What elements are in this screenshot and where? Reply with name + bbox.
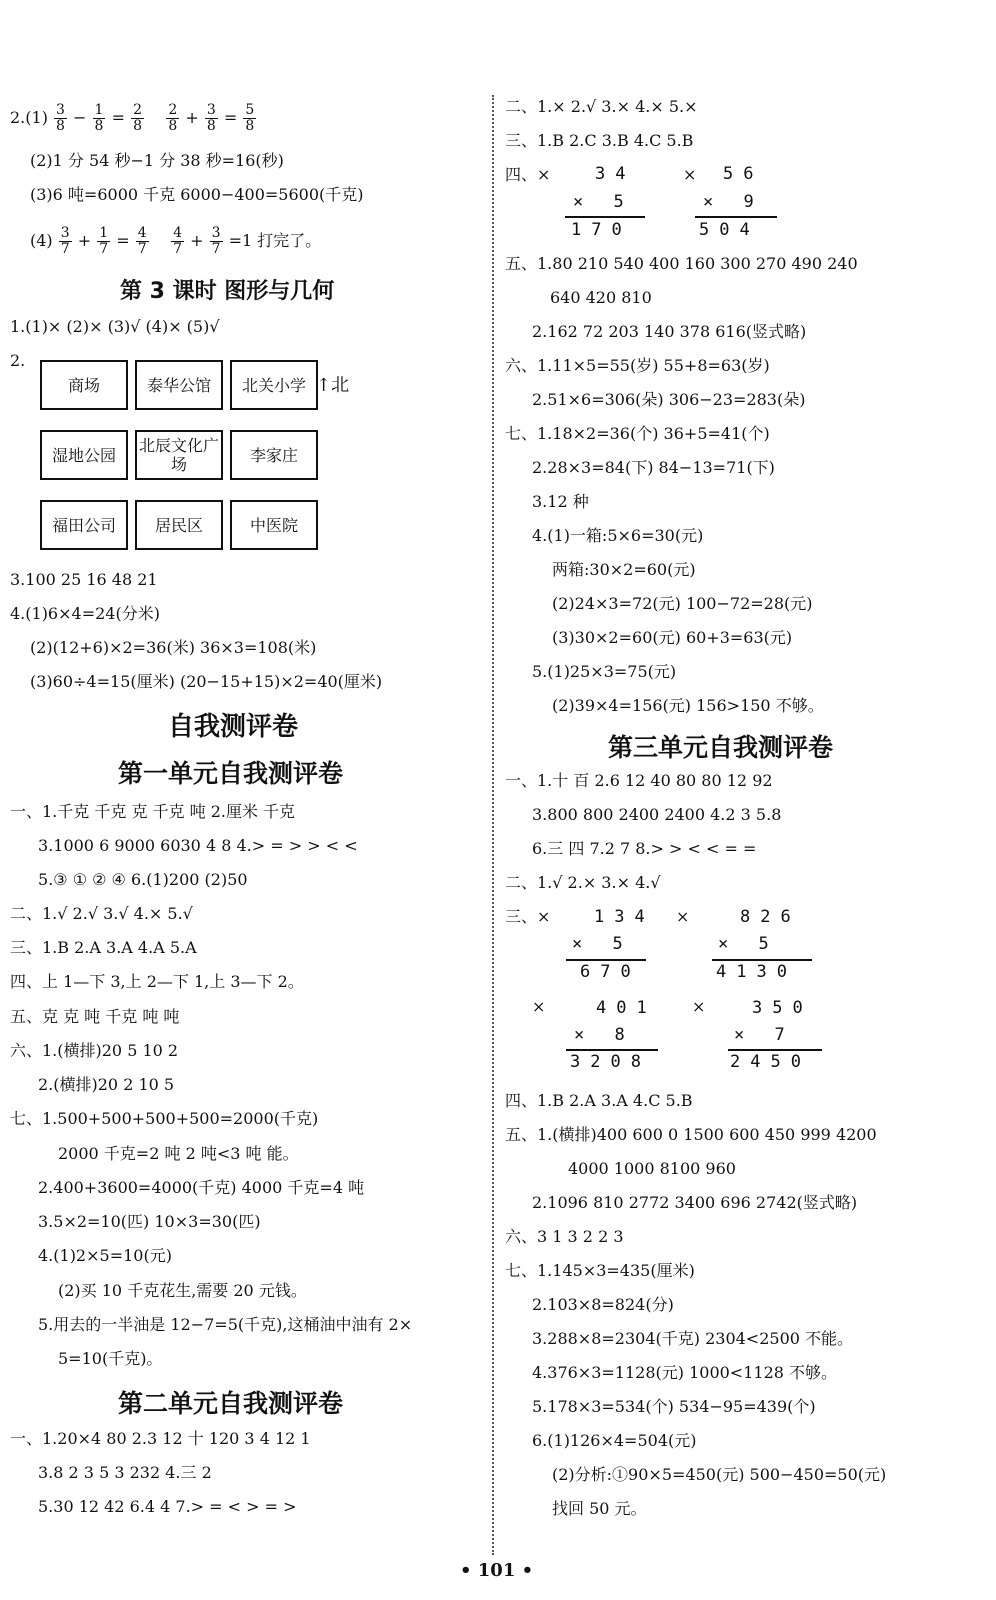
multiplier: × 5	[718, 934, 779, 954]
answer-line: 四、1.B 2.A 3.A 4.C 5.B	[505, 1091, 693, 1110]
product: 170	[571, 220, 632, 240]
answer-line: 2.28×3=84(下) 84−13=71(下)	[532, 458, 775, 477]
multiply-mark: ×	[683, 165, 697, 184]
product: 2450	[730, 1052, 811, 1072]
operator: +	[185, 108, 199, 127]
answer-line: 二、1.√ 2.√ 3.√ 4.× 5.√	[10, 904, 193, 923]
fraction	[131, 103, 144, 134]
answer-line: 2.1096 810 2772 3400 696 2742(竖式略)	[532, 1193, 858, 1212]
answer-line: (3)60÷4=15(厘米) (20−15+15)×2=40(厘米)	[30, 672, 383, 691]
answer-line: 5.用去的一半油是 12−7=5(千克),这桶油中油有 2×	[38, 1315, 413, 1334]
map-cell: 福田公司	[40, 500, 128, 550]
numerator: 3	[206, 102, 216, 118]
map-cell: 商场	[40, 360, 128, 410]
numerator: 4	[173, 225, 182, 241]
numerator: 3	[60, 225, 70, 241]
operator: =	[116, 231, 130, 250]
multiplier: × 5	[572, 934, 633, 954]
answer-line: 五、1.(横排)400 600 0 1500 600 450 999 4200	[505, 1125, 877, 1144]
calc-line	[565, 216, 645, 218]
answer-line: 3.5×2=10(匹) 10×3=30(匹)	[38, 1212, 261, 1231]
answer-line: 3.8 2 3 5 3 232 4.三 2	[38, 1463, 212, 1482]
answer-line: 六、1.(横排)20 5 10 2	[10, 1041, 179, 1060]
answer-line: (3)6 吨=6000 千克 6000−400=5600(千克)	[30, 185, 364, 204]
answer-line: 四、×	[505, 165, 551, 184]
vertical-multiplication	[566, 907, 676, 987]
multiply-mark: ×	[676, 907, 690, 926]
multiplier: × 9	[703, 192, 764, 212]
answer-line: (2)24×3=72(元) 100−72=28(元)	[552, 594, 813, 613]
product: 670	[580, 962, 641, 982]
fraction	[97, 226, 110, 257]
answer-line: 三、1.B 2.C 3.B 4.C 5.B	[505, 131, 694, 150]
answer-line: 一、1.十 百 2.6 12 40 80 80 12 92	[505, 771, 773, 790]
answer-line: 4.(1)一箱:5×6=30(元)	[532, 526, 704, 545]
north-arrow-icon: ↑北	[316, 375, 350, 396]
page-number: • 101 •	[460, 1560, 534, 1581]
answer-line: 6.三 四 7.2 7 8.> > < < = =	[532, 839, 757, 858]
answer-line: 3.288×8=2304(千克) 2304<2500 不能。	[532, 1329, 854, 1348]
answer-line: (3)30×2=60(元) 60+3=63(元)	[552, 628, 793, 647]
answer-line: 4.(1)2×5=10(元)	[38, 1246, 172, 1265]
answer-line: 一、1.20×4 80 2.3 12 十 120 3 4 12 1	[10, 1429, 311, 1448]
answer-line: 二、1.√ 2.× 3.× 4.√	[505, 873, 661, 892]
answer-line: 5.178×3=534(个) 534−95=439(个)	[532, 1397, 816, 1416]
answer-line: (2)买 10 千克花生,需要 20 元钱。	[58, 1281, 307, 1300]
answer-line: 三、1.B 2.A 3.A 4.A 5.A	[10, 938, 197, 957]
answer-line: 3.100 25 16 48 21	[10, 570, 158, 589]
fraction	[171, 226, 184, 257]
map-cell: 中医院	[230, 500, 318, 550]
denominator: 8	[94, 118, 104, 134]
column-divider	[492, 95, 494, 1555]
numerator: 2	[133, 102, 142, 118]
vertical-multiplication	[695, 164, 795, 244]
answer-line: 2.162 72 203 140 378 616(竖式略)	[532, 322, 807, 341]
multiply-mark: ×	[692, 997, 706, 1016]
answer-line: 1.(1)× (2)× (3)√ (4)× (5)√	[10, 317, 220, 336]
answer-line: 2.400+3600=4000(千克) 4000 千克=4 吨	[38, 1178, 365, 1197]
map-cell: 北关小学	[230, 360, 318, 410]
numerator: 1	[94, 102, 104, 118]
numerator: 4	[137, 225, 147, 241]
vertical-multiplication	[712, 907, 832, 987]
calc-line	[728, 1049, 822, 1051]
section-title: 第 3 课时 图形与几何	[120, 279, 335, 304]
map-cell: 李家庄	[230, 430, 318, 480]
answer-line: (2)39×4=156(元) 156>150 不够。	[552, 696, 824, 715]
product: 504	[699, 220, 760, 240]
answer-line: 3.1000 6 9000 6030 4 8 4.> = > > < <	[38, 836, 358, 855]
fraction	[205, 103, 218, 134]
answer-line: 七、1.18×2=36(个) 36+5=41(个)	[505, 424, 770, 443]
answer-line: 640 420 810	[550, 288, 652, 307]
answer-text: 2.(1)	[10, 108, 48, 127]
multiplicand: 34	[595, 164, 636, 184]
map-cell: 泰华公馆	[135, 360, 223, 410]
product: 3208	[570, 1052, 651, 1072]
answer-line: 七、1.500+500+500+500=2000(千克)	[10, 1109, 319, 1128]
multiplicand: 56	[723, 164, 764, 184]
numerator: 5	[245, 102, 255, 118]
fraction	[59, 226, 72, 257]
numerator: 2	[168, 102, 178, 118]
multiplicand: 134	[594, 907, 655, 927]
section-title: 第二单元自我测评卷	[118, 1389, 344, 1418]
map-cell: 居民区	[135, 500, 223, 550]
answer-line: 5.③ ① ② ④ 6.(1)200 (2)50	[38, 870, 248, 889]
multiplicand: 826	[740, 907, 801, 927]
answer-line: 5=10(千克)。	[58, 1349, 163, 1368]
answer-line: (2)(12+6)×2=36(米) 36×3=108(米)	[30, 638, 317, 657]
denominator: 8	[206, 118, 216, 134]
answer-line: 2.	[10, 351, 26, 370]
answer-line: 4.376×3=1128(元) 1000<1128 不够。	[532, 1363, 838, 1382]
answer-line: 六、3 1 3 2 2 3	[505, 1227, 624, 1246]
vertical-multiplication	[565, 164, 665, 244]
answer-line: 3.12 种	[532, 492, 589, 511]
answer-line: (2)1 分 54 秒−1 分 38 秒=16(秒)	[30, 151, 284, 170]
answer-text: (4)	[30, 231, 53, 250]
answer-line: 五、1.80 210 540 400 160 300 270 490 240	[505, 254, 858, 273]
map-cell: 北辰文化广场	[135, 430, 223, 480]
calc-line	[695, 216, 777, 218]
fraction	[243, 103, 256, 134]
multiply-mark: ×	[532, 997, 546, 1016]
answer-line: (2)分析:①90×5=450(元) 500−450=50(元)	[552, 1465, 887, 1484]
answer-line: 两箱:30×2=60(元)	[552, 560, 696, 579]
vertical-multiplication	[566, 998, 676, 1078]
operator: −	[73, 108, 87, 127]
answer-line: 5.(1)25×3=75(元)	[532, 662, 677, 681]
operator: =	[223, 108, 238, 127]
answer-line: 5.30 12 42 6.4 4 7.> = < > = >	[38, 1497, 297, 1516]
multiplier: × 7	[734, 1025, 795, 1045]
answer-line: 4.(1)6×4=24(分米)	[10, 604, 160, 623]
answer-line: 五、克 克 吨 千克 吨 吨	[10, 1007, 180, 1026]
answer-line	[30, 226, 321, 257]
fraction	[136, 226, 149, 257]
vertical-multiplication	[728, 998, 838, 1078]
answer-line: 2.51×6=306(朵) 306−23=283(朵)	[532, 390, 806, 409]
calc-line	[712, 959, 812, 961]
answer-line: 三、×	[505, 907, 551, 926]
denominator: 8	[168, 118, 178, 134]
answer-line: 2.(横排)20 2 10 5	[38, 1075, 175, 1094]
fraction	[210, 226, 223, 257]
answer-line: 3.800 800 2400 2400 4.2 3 5.8	[532, 805, 782, 824]
answer-line: 6.(1)126×4=504(元)	[532, 1431, 697, 1450]
multiplier: × 8	[574, 1025, 635, 1045]
multiplicand: 401	[596, 998, 657, 1018]
answer-line: 4000 1000 8100 960	[568, 1159, 736, 1178]
answer-text: =1 打完了。	[228, 231, 322, 250]
denominator: 8	[245, 118, 255, 134]
fraction	[54, 103, 67, 134]
multiplicand: 350	[752, 998, 813, 1018]
numerator: 3	[211, 225, 221, 241]
answer-line: 一、1.千克 千克 克 千克 吨 2.厘米 千克	[10, 802, 296, 821]
denominator: 7	[137, 241, 147, 257]
answer-line: 四、上 1—下 3,上 2—下 1,上 3—下 2。	[10, 972, 304, 991]
calc-line	[566, 959, 646, 961]
answer-line: 找回 50 元。	[552, 1499, 647, 1518]
answer-line: 二、1.× 2.√ 3.× 4.× 5.×	[505, 97, 698, 116]
operator: +	[77, 231, 92, 250]
answer-line: 七、1.145×3=435(厘米)	[505, 1261, 695, 1280]
operator: =	[111, 108, 125, 127]
answer-line: 六、1.11×5=55(岁) 55+8=63(岁)	[505, 356, 770, 375]
operator: +	[190, 231, 204, 250]
answer-line	[10, 103, 257, 134]
denominator: 7	[99, 241, 109, 257]
fraction	[93, 103, 106, 134]
section-title: 第三单元自我测评卷	[608, 733, 834, 762]
denominator: 7	[173, 241, 182, 257]
denominator: 7	[211, 241, 221, 257]
section-title: 自我测评卷	[168, 712, 299, 742]
multiplier: × 5	[573, 192, 634, 212]
denominator: 8	[56, 118, 65, 134]
answer-line: 2.103×8=824(分)	[532, 1295, 674, 1314]
section-title: 第一单元自我测评卷	[118, 759, 344, 788]
denominator: 7	[60, 241, 70, 257]
map-cell: 湿地公园	[40, 430, 128, 480]
calc-line	[566, 1049, 658, 1051]
numerator: 3	[56, 102, 65, 118]
denominator: 8	[133, 118, 142, 134]
numerator: 1	[99, 225, 109, 241]
product: 4130	[716, 962, 797, 982]
answer-line: 2000 千克=2 吨 2 吨<3 吨 能。	[58, 1144, 299, 1163]
fraction	[166, 103, 179, 134]
